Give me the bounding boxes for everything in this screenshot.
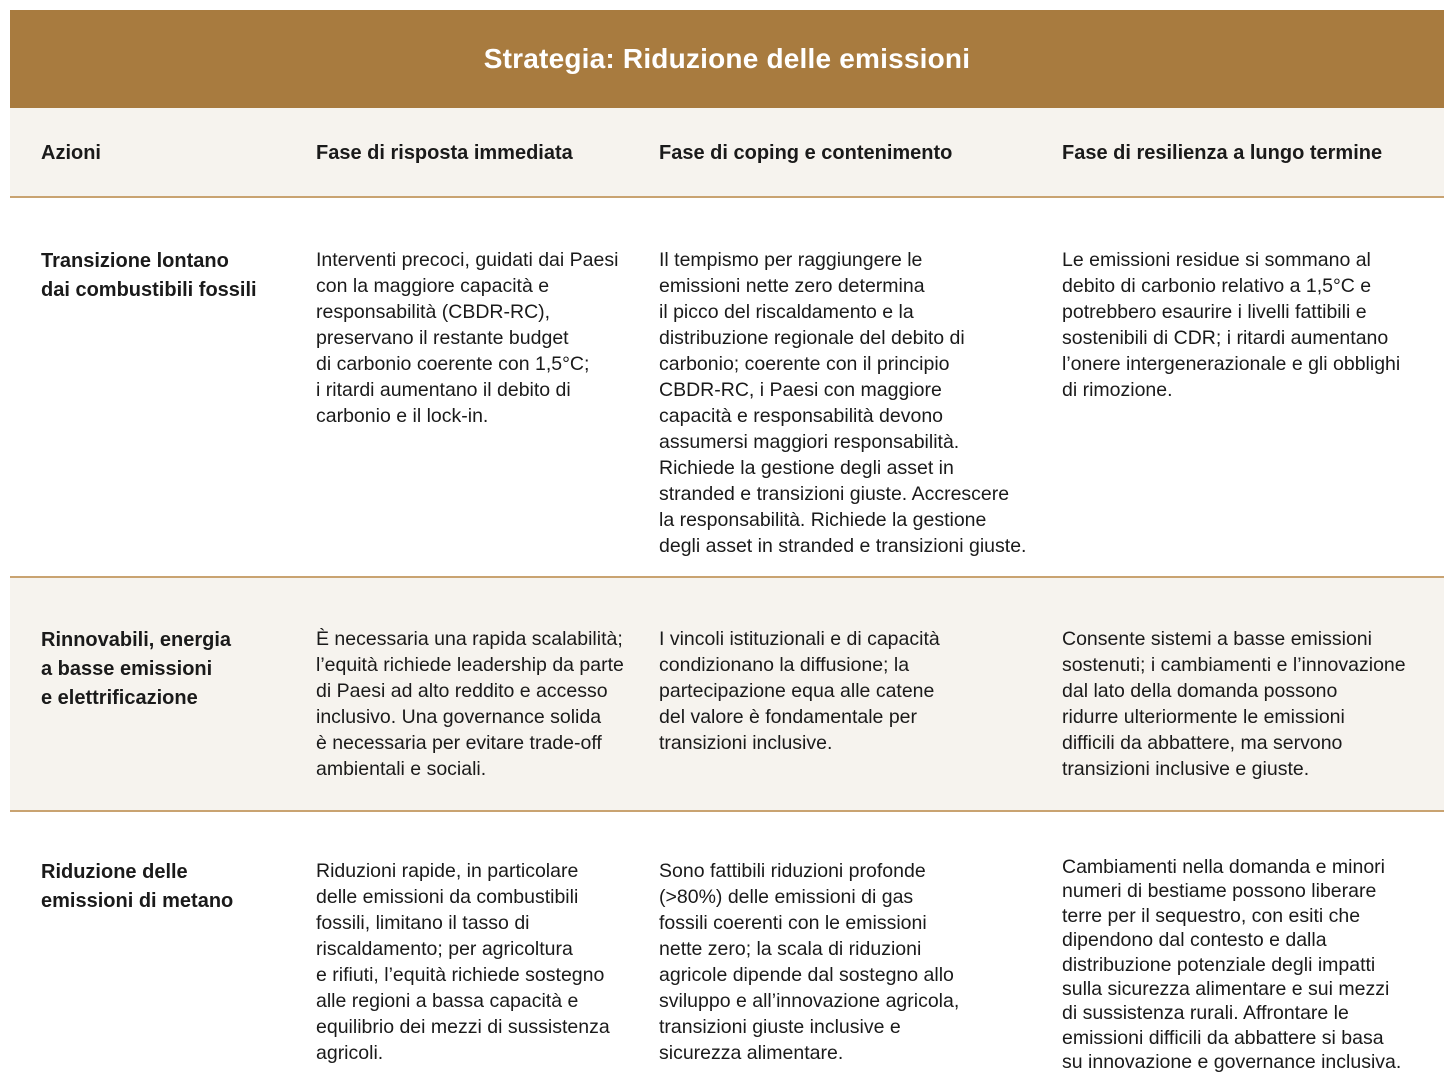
header-fase-resilienza: Fase di resilienza a lungo termine [1062, 142, 1383, 164]
strategy-table [10, 10, 1444, 1082]
table-title: Strategia: Riduzione delle emissioni [483, 43, 971, 74]
row-cell-fase-resilienza: Consente sistemi a basse emissioni sostenuti; i cambiamenti e l’innovazione dal lato della domanda possono ridurre ulteriormente le emissioni difficili da abbattere, ma servono transizioni inclusive e giuste. [1062, 628, 1406, 780]
row-cell-fase-coping: Il tempismo per raggiungere le emissioni nette zero determina il picco del riscaldamento e la distribuzione regionale del debito di carbonio; coerente con il principio CBDR-RC, i Paesi con maggiore capacità e responsabilità devono assumersi maggiori responsabilità. Richiede la gestione degli asset in stranded e transizioni giuste. Accrescere la responsabilità. Richiede la gestione degli asset in stranded e transizioni giuste. [659, 249, 1027, 557]
row-cell-fase-resilienza: Cambiamenti nella domanda e minori numeri di bestiame possono liberare terre per il sequestro, con esiti che dipendono dal contesto e dalla distribuzione potenziale degli impatti sulla sicurezza alimentare e sui mezzi di sussistenza rurali. Affrontare le emissioni difficili da abbattere si basa su innovazione e governance inclusiva. [1062, 856, 1402, 1074]
row-action-label: Riduzione delle emissioni di metano [41, 861, 234, 912]
row-action-label: Transizione lontano dai combustibili fossili [41, 250, 257, 301]
header-fase-coping: Fase di coping e contenimento [659, 142, 953, 164]
header-fase-immediata: Fase di risposta immediata [316, 142, 573, 164]
table-row [10, 578, 1444, 812]
table-row [10, 198, 1444, 578]
row-action-label: Rinnovabili, energia a basse emissioni e elettrificazione [41, 629, 232, 709]
row-cell-fase-coping: I vincoli istituzionali e di capacità condizionano la diffusione; la partecipazione equa alle catene del valore è fondamentale per transizioni inclusive. [659, 628, 940, 754]
row-cell-fase-immediata: Riduzioni rapide, in particolare delle emissioni da combustibili fossili, limitano il tasso di riscaldamento; per agricoltura e rifiuti, l’equità richiede sostegno alle regioni a bassa capacità e equilibrio dei mezzi di sussistenza agricoli. [316, 860, 610, 1064]
row-cell-fase-coping: Sono fattibili riduzioni profonde (>80%) delle emissioni di gas fossili coerenti con le emissioni nette zero; la scala di riduzioni agricole dipende dal sostegno allo sviluppo e all’innovazione agricola, transizioni giuste inclusive e sicurezza alimentare. [659, 860, 960, 1064]
table-title-bar [10, 10, 1444, 108]
row-cell-fase-immediata: Interventi precoci, guidati dai Paesi con la maggiore capacità e responsabilità (CBDR-RC), preservano il restante budget di carbonio coerente con 1,5°C; i ritardi aumentano il debito di carbonio e il lock-in. [316, 249, 619, 427]
row-cell-fase-immediata: È necessaria una rapida scalabilità; l’equità richiede leadership da parte di Paesi ad alto reddito e accesso inclusivo. Una governance solida è necessaria per evitare trade-off ambientali e sociali. [316, 628, 624, 780]
header-row [10, 108, 1444, 198]
header-azioni: Azioni [41, 142, 101, 164]
table-row [10, 812, 1444, 1082]
row-cell-fase-resilienza: Le emissioni residue si sommano al debito di carbonio relativo a 1,5°C e potrebbero esaurire i livelli fattibili e sostenibili di CDR; i ritardi aumentano l’onere intergenerazionale e gli obblighi di rimozione. [1062, 249, 1401, 401]
